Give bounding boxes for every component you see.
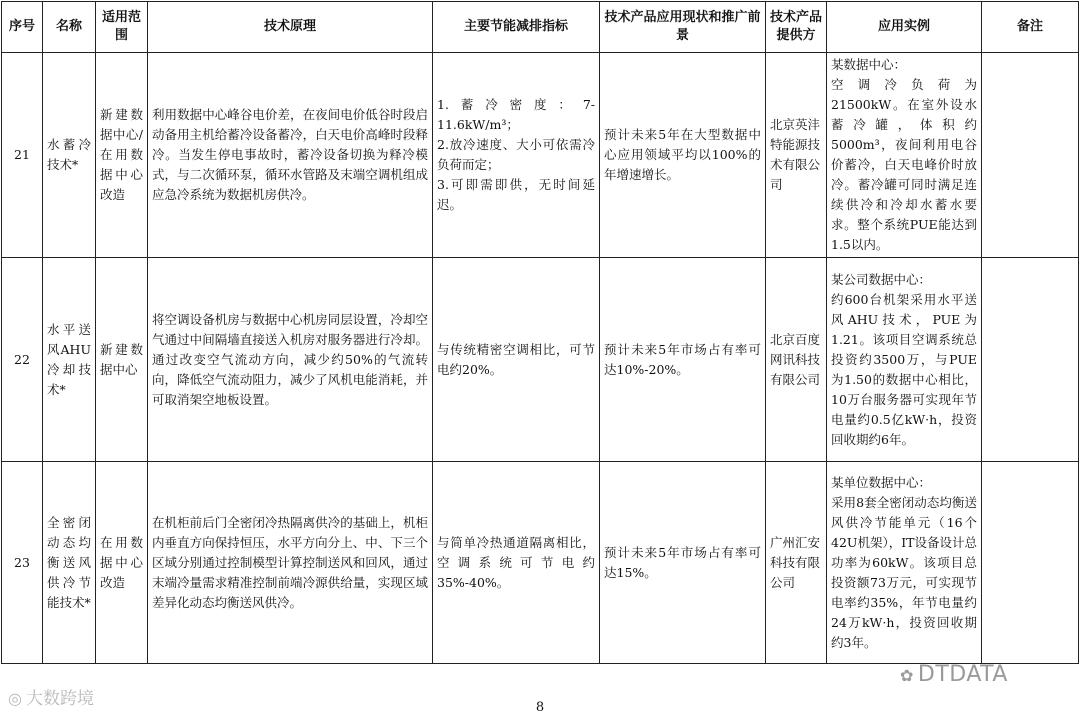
row-indicators [433, 53, 600, 258]
row-indicators [433, 258, 600, 462]
watermark-right-text: DTDATA [917, 662, 1008, 687]
case-title: 某单位数据中心： [831, 474, 932, 490]
row-name: 水蓄冷技术* [43, 53, 96, 258]
case-title: 某数据中心： [831, 57, 907, 72]
row-principle: 利用数据中心峰谷电价差，在夜间电价低谷时段启动备用主机给蓄冷设备蓄冷，白天电价高峰时段释冷。当发生停电事故时，蓄冷设备切换为释冷模式，与二次循环泵，循环水管路及末端空调机组成应急冷系统为数据机房供冷。 [148, 53, 433, 258]
row-no: 21 [2, 53, 43, 258]
table-row [2, 258, 1079, 462]
case-body: 约600台机架采用水平送风AHU技术，PUE为1.21。该项目空调系统总投资约3500万，与PUE为1.50的数据中心相比，10万台服务器可实现年节电量约0.5亿kW·h，投资回收期约6年。 [831, 291, 977, 447]
weibo-icon: ◎ [8, 689, 22, 708]
indicator-line: 3.可即需即供，无时间延迟。 [437, 177, 595, 212]
row-remark [982, 53, 1079, 258]
row-provider: 广州汇安科技有限公司 [766, 462, 827, 664]
header-principle: 技术原理 [148, 2, 433, 53]
indicator-line: 2.放冷速度、大小可依需冷负荷而定； [437, 137, 595, 172]
row-status: 预计未来5年市场占有率可达15%。 [600, 462, 766, 664]
table-row [2, 53, 1079, 258]
row-provider: 北京英沣特能源技术有限公司 [766, 53, 827, 258]
header-case: 应用实例 [827, 2, 982, 53]
row-no: 22 [2, 258, 43, 462]
header-status: 技术产品应用现状和推广前景 [600, 2, 766, 53]
row-status: 预计未来5年在大型数据中心应用领域平均以100%的年增速增长。 [600, 53, 766, 258]
case-body: 空调冷负荷为21500kW。在室外设水蓄冷罐，体积约5000m³，夜间利用电谷价蓄冷，白天电峰价时放冷。蓄冷罐可同时满足连续供冷和冷却水蓄水要求。整个系统PUE能达到1.5以内。 [831, 77, 977, 252]
header-name: 名称 [43, 2, 96, 53]
row-principle: 将空调设备机房与数据中心机房同层设置，冷却空气通过中间隔墙直接送入机房对服务器进行冷却。通过改变空气流动方向，减少约50%的气流转向，降低空气流动阻力，减少了风机电能消耗，并可取消架空地板设置。 [148, 258, 433, 462]
row-provider: 北京百度网讯科技有限公司 [766, 258, 827, 462]
row-status: 预计未来5年市场占有率可达10%-20%。 [600, 258, 766, 462]
indicator-line: 与传统精密空调相比，可节电约20%。 [437, 341, 595, 377]
row-scope: 新建数据中心 [96, 258, 148, 462]
row-scope: 在用数据中心改造 [96, 462, 148, 664]
row-no: 23 [2, 462, 43, 664]
row-principle: 在机柜前后门全密闭冷热隔离供冷的基础上，机柜内垂直方向保持恒压，水平方向分上、中、下三个区域分别通过控制模型计算控制送风和回风，通过末端冷量需求精准控制前端冷源供给量，实现区域差异化动态均衡送风供冷。 [148, 462, 433, 664]
row-scope: 新建数据中心/在用数据中心改造 [96, 53, 148, 258]
header-provider: 技术产品提供方 [766, 2, 827, 53]
page-number: 8 [535, 700, 545, 715]
header-scope: 适用范围 [96, 2, 148, 53]
row-name: 全密闭动态均衡送风供冷节能技术* [43, 462, 96, 664]
row-name: 水平送风AHU冷却技术* [43, 258, 96, 462]
row-indicators [433, 462, 600, 664]
row-remark [982, 462, 1079, 664]
row-case [827, 258, 982, 462]
indicator-line: 1.蓄冷密度：7-11.6kW/m³； [437, 97, 595, 132]
watermark-left-text: 大数跨境 [25, 689, 94, 709]
case-title: 某公司数据中心： [831, 271, 932, 287]
watermark-right [900, 662, 1008, 687]
header-no: 序号 [2, 2, 43, 53]
row-case [827, 53, 982, 258]
technology-table [1, 1, 1079, 664]
row-remark [982, 258, 1079, 462]
row-case [827, 462, 982, 664]
case-body: 采用8套全密闭动态均衡送风供冷节能单元（16个42U机架），IT设备设计总功率为60kW。该项目总投资额73万元，可实现节电率约35%，年节电量约24万kW·h，投资回收期约3年。 [831, 494, 977, 650]
wechat-icon: ✿ [900, 666, 914, 685]
indicator-line: 与简单冷热通道隔离相比，空调系统可节电约35%-40%。 [437, 534, 595, 590]
table-header-row [2, 2, 1079, 53]
header-indicators: 主要节能减排指标 [433, 2, 600, 53]
header-remark: 备注 [982, 2, 1079, 53]
table-row [2, 462, 1079, 664]
